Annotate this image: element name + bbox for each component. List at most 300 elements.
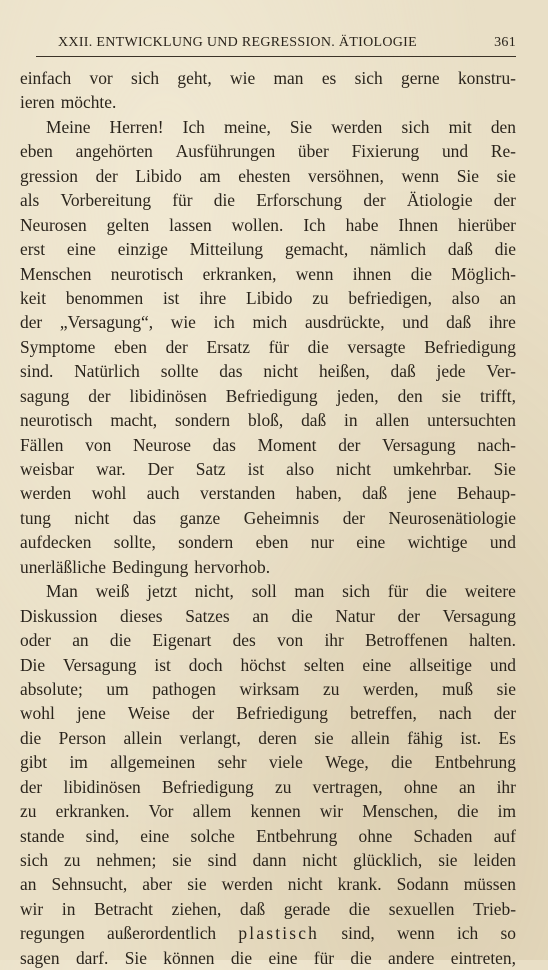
text-line bbox=[20, 848, 516, 872]
word: um bbox=[106, 678, 129, 699]
word: sie bbox=[172, 850, 192, 870]
word: ihr bbox=[496, 776, 516, 797]
word: die bbox=[410, 263, 432, 284]
word: in bbox=[61, 898, 76, 919]
word: die bbox=[391, 752, 413, 773]
word: Befriedigung bbox=[236, 703, 328, 724]
word: Meine bbox=[46, 116, 91, 137]
word: die bbox=[109, 630, 132, 651]
word: der bbox=[191, 703, 215, 724]
word: Neurose bbox=[133, 434, 191, 455]
word: des bbox=[232, 630, 256, 651]
word: im bbox=[497, 801, 516, 822]
word: Versagung bbox=[382, 434, 456, 455]
word: keit bbox=[20, 287, 47, 308]
word: ihre bbox=[199, 287, 227, 308]
word: oder bbox=[20, 630, 51, 651]
word: außerordentlich bbox=[107, 923, 217, 944]
word: Geheimnis bbox=[243, 507, 320, 528]
word: wohl bbox=[20, 703, 55, 724]
word: der bbox=[165, 336, 188, 357]
word: lassen bbox=[169, 214, 212, 235]
word: so bbox=[500, 923, 516, 944]
word: haben, bbox=[295, 483, 342, 504]
word: zu bbox=[323, 678, 340, 699]
word: Diskussion bbox=[20, 605, 98, 626]
text-line bbox=[20, 775, 516, 799]
word: der bbox=[363, 190, 386, 211]
word: trifft, bbox=[480, 385, 516, 406]
word: wir bbox=[20, 898, 44, 919]
word: daß bbox=[240, 898, 266, 919]
word: sollte bbox=[160, 361, 199, 382]
word: ich bbox=[456, 923, 479, 944]
word: allem bbox=[192, 801, 232, 822]
word: die bbox=[291, 605, 313, 626]
word: am bbox=[199, 165, 221, 186]
word: macht, bbox=[110, 410, 158, 431]
word: der bbox=[20, 776, 43, 797]
text-line bbox=[20, 579, 516, 603]
word: der bbox=[397, 605, 420, 626]
word: ihr bbox=[324, 630, 344, 651]
word: Ver- bbox=[486, 361, 516, 382]
word: Ich bbox=[303, 214, 326, 235]
text-line bbox=[20, 897, 516, 921]
word: deren bbox=[258, 727, 297, 748]
word: kennen bbox=[250, 801, 301, 822]
word: sind. bbox=[20, 361, 54, 382]
word: vor bbox=[89, 68, 113, 88]
word: glücklich, bbox=[353, 850, 423, 870]
word: und bbox=[402, 312, 429, 333]
word: Sehnsucht, bbox=[51, 874, 128, 895]
word: ehesten bbox=[238, 165, 291, 186]
word: ist bbox=[154, 654, 171, 675]
word: Menschen, bbox=[362, 801, 439, 822]
word: nicht, bbox=[194, 581, 234, 602]
word: ihnen bbox=[352, 263, 392, 284]
text-line bbox=[20, 335, 516, 359]
word: nicht bbox=[287, 874, 323, 895]
word: Die bbox=[20, 654, 46, 675]
text-line bbox=[20, 750, 516, 774]
word: gemacht, bbox=[284, 239, 349, 260]
text-line bbox=[20, 408, 516, 432]
word: sind, bbox=[85, 825, 120, 846]
text-line bbox=[20, 237, 516, 261]
word: man bbox=[294, 581, 325, 602]
running-head bbox=[20, 34, 516, 56]
word: ganze bbox=[179, 507, 221, 528]
word: gerne bbox=[401, 68, 440, 88]
word: Versagung bbox=[442, 605, 516, 626]
word: Libido bbox=[246, 287, 293, 308]
word: daß bbox=[390, 361, 416, 382]
word: der bbox=[88, 385, 111, 406]
word: werden bbox=[221, 874, 273, 895]
word: Eigenart bbox=[152, 630, 212, 651]
word: plastisch bbox=[238, 923, 320, 944]
word: Herren! bbox=[109, 116, 164, 137]
word: pathogen bbox=[152, 678, 216, 699]
word: von bbox=[85, 434, 112, 455]
body-text bbox=[20, 66, 516, 970]
word: möchte. bbox=[60, 92, 117, 113]
word: die bbox=[494, 239, 516, 260]
word: hierüber bbox=[458, 214, 516, 235]
word: der bbox=[342, 507, 365, 528]
word: müssen bbox=[463, 874, 516, 895]
word: werden bbox=[331, 116, 383, 137]
word: wie bbox=[170, 312, 196, 333]
word: daß bbox=[446, 312, 472, 333]
word: sagen bbox=[20, 947, 60, 968]
word: daß bbox=[301, 410, 327, 431]
word: nicht bbox=[263, 361, 299, 382]
word: Ausführungen bbox=[175, 141, 276, 162]
word: werden, bbox=[363, 678, 419, 699]
word: das bbox=[132, 507, 157, 528]
word: bloß, bbox=[247, 410, 284, 431]
word: wirksam bbox=[239, 678, 300, 699]
text-line bbox=[20, 530, 516, 554]
word: die bbox=[457, 801, 479, 822]
word: und bbox=[489, 654, 516, 675]
word: an bbox=[72, 630, 89, 651]
word: Betracht bbox=[94, 898, 153, 919]
word: sondern bbox=[175, 410, 231, 431]
word: es bbox=[321, 68, 337, 88]
word: Satzes bbox=[185, 605, 230, 626]
word: können bbox=[163, 947, 215, 968]
word: gression bbox=[20, 165, 78, 186]
word: darf. bbox=[75, 947, 109, 968]
word: Es bbox=[498, 727, 516, 748]
word: ihre bbox=[488, 312, 516, 333]
word: Schaden bbox=[413, 825, 473, 846]
word: daß bbox=[362, 483, 388, 504]
text-line bbox=[20, 286, 516, 310]
word: Erforschung bbox=[256, 190, 343, 211]
word: war. bbox=[96, 459, 126, 479]
word: betreffen, bbox=[350, 703, 417, 724]
text-line bbox=[20, 604, 516, 628]
word: Libido bbox=[135, 165, 182, 186]
word: nämlich bbox=[370, 239, 427, 260]
word: nach bbox=[438, 703, 472, 724]
text-line bbox=[20, 555, 516, 579]
word: gerade bbox=[283, 898, 331, 919]
word: nehmen; bbox=[96, 850, 157, 870]
word: die bbox=[307, 336, 329, 357]
word: solche bbox=[190, 825, 235, 846]
word: soll bbox=[251, 581, 277, 602]
word: nicht bbox=[74, 507, 110, 528]
word: für bbox=[387, 581, 409, 602]
word: der bbox=[338, 434, 361, 455]
word: regungen bbox=[20, 923, 85, 944]
word: aber bbox=[142, 874, 173, 895]
word: dieses bbox=[120, 605, 163, 626]
word: allein bbox=[123, 727, 163, 748]
text-line bbox=[20, 701, 516, 725]
word: also bbox=[286, 459, 315, 479]
word: daß bbox=[447, 239, 473, 260]
word: die bbox=[425, 581, 448, 602]
text-line bbox=[20, 213, 516, 237]
word: in bbox=[344, 410, 358, 431]
word: Ersatz bbox=[206, 336, 250, 357]
word: sagung bbox=[20, 385, 70, 406]
word: allein bbox=[351, 727, 390, 748]
text-line bbox=[20, 359, 516, 383]
word: Re- bbox=[490, 141, 516, 162]
text-line bbox=[20, 115, 516, 139]
word: der bbox=[95, 165, 118, 186]
text-line bbox=[20, 384, 516, 408]
word: neurotisch bbox=[110, 263, 184, 284]
word: also bbox=[451, 287, 480, 308]
word: Sie bbox=[124, 947, 147, 968]
word: von bbox=[277, 630, 304, 651]
word: selten bbox=[303, 654, 345, 675]
word: sich bbox=[342, 581, 371, 602]
word: unerläßliche bbox=[20, 556, 106, 577]
word: Sie bbox=[456, 165, 479, 186]
word: benommen bbox=[65, 287, 144, 308]
word: meine, bbox=[223, 116, 271, 137]
word: wenn bbox=[396, 923, 435, 944]
word: Entbehrung bbox=[256, 825, 338, 846]
word: Behaup- bbox=[456, 483, 516, 504]
word: eine bbox=[356, 532, 386, 553]
word: versagte bbox=[347, 336, 406, 357]
word: doch bbox=[188, 654, 223, 675]
word: fähig bbox=[407, 727, 443, 748]
text-line bbox=[20, 310, 516, 334]
word: sind bbox=[207, 850, 237, 870]
word: neurotisch bbox=[20, 410, 93, 431]
word: für bbox=[313, 947, 335, 968]
word: jetzt bbox=[147, 581, 178, 602]
word: konstru- bbox=[457, 68, 516, 88]
word: die bbox=[350, 947, 372, 968]
word: verstanden bbox=[200, 483, 276, 504]
word: für bbox=[268, 336, 289, 357]
word: versöhnen, bbox=[308, 165, 384, 186]
word: eine bbox=[268, 947, 298, 968]
word: einzige bbox=[117, 239, 168, 260]
word: ist bbox=[162, 287, 180, 308]
word: die bbox=[348, 898, 371, 919]
word: Befriedigung bbox=[161, 776, 254, 797]
word: angehörten bbox=[75, 141, 153, 162]
chapter-title: XXII. ENTWICKLUNG UND REGRESSION. ÄTIOLOGIE bbox=[58, 35, 417, 50]
word: verlangt, bbox=[179, 727, 241, 748]
word: Fällen bbox=[20, 434, 64, 455]
word: wenn bbox=[401, 165, 440, 186]
word: allseitige bbox=[409, 654, 472, 675]
word: einfach bbox=[20, 68, 72, 88]
word: sollte, bbox=[113, 532, 156, 553]
word: Natur bbox=[335, 605, 375, 626]
word: Versagung bbox=[63, 654, 137, 675]
word: sich bbox=[354, 68, 383, 88]
word: Entbehrung bbox=[434, 752, 516, 773]
word: tung bbox=[20, 507, 51, 528]
word: Befriedigung bbox=[225, 385, 318, 406]
header-rule bbox=[36, 56, 516, 57]
word: eintreten, bbox=[450, 947, 516, 968]
text-line bbox=[20, 457, 516, 481]
word: die bbox=[20, 727, 42, 748]
word: untersuchten bbox=[427, 410, 516, 431]
word: „Versagung“, bbox=[59, 312, 154, 333]
word: für bbox=[172, 190, 193, 211]
word: Sie bbox=[289, 116, 313, 137]
word: Symptome bbox=[20, 336, 96, 357]
word: der bbox=[493, 703, 516, 724]
word: allen bbox=[375, 410, 410, 431]
word: Satz bbox=[195, 459, 226, 479]
text-line bbox=[20, 872, 516, 896]
word: jene bbox=[76, 703, 106, 724]
word: das bbox=[219, 361, 243, 382]
text-line bbox=[20, 262, 516, 286]
word: weiß bbox=[95, 581, 130, 602]
word: sexuellen bbox=[388, 898, 455, 919]
book-page bbox=[20, 34, 516, 970]
word: den bbox=[490, 116, 516, 137]
text-line bbox=[20, 139, 516, 163]
word: Moment bbox=[257, 434, 317, 455]
word: Betroffenen bbox=[365, 630, 448, 651]
word: an bbox=[252, 605, 269, 626]
word: stande bbox=[20, 825, 65, 846]
word: Ätiologie bbox=[406, 190, 473, 211]
page-number: 361 bbox=[494, 35, 516, 50]
word: muß bbox=[442, 678, 474, 699]
word: viele bbox=[269, 752, 303, 773]
word: wollen. bbox=[231, 214, 284, 235]
text-line bbox=[20, 433, 516, 457]
word: zu bbox=[312, 287, 329, 308]
word: dann bbox=[252, 850, 287, 870]
word: jeden, bbox=[336, 385, 379, 406]
word: an bbox=[499, 287, 516, 308]
word: erst bbox=[20, 239, 46, 260]
word: sehr bbox=[217, 752, 247, 773]
word: zu bbox=[274, 776, 292, 797]
word: ohne bbox=[358, 825, 393, 846]
word: wohl bbox=[91, 483, 127, 504]
word: sich bbox=[131, 68, 160, 88]
word: wir bbox=[319, 801, 344, 822]
word: gelten bbox=[106, 214, 150, 235]
word: ausdrückte, bbox=[304, 312, 385, 333]
word: Sie bbox=[493, 459, 516, 479]
word: Man bbox=[46, 581, 78, 602]
word: Befriedigung bbox=[424, 336, 516, 357]
word: Der bbox=[147, 459, 174, 479]
word: sich bbox=[20, 850, 49, 870]
word: ieren bbox=[20, 92, 55, 113]
word: andere bbox=[388, 947, 435, 968]
word: eben bbox=[20, 141, 53, 162]
word: habe bbox=[345, 214, 379, 235]
text-line bbox=[20, 481, 516, 505]
word: auch bbox=[146, 483, 180, 504]
word: nur bbox=[310, 532, 334, 553]
word: geht, bbox=[177, 68, 212, 88]
word: sondern bbox=[178, 532, 234, 553]
word: Sodann bbox=[396, 874, 449, 895]
word: erkranken, bbox=[202, 263, 277, 284]
text-line bbox=[20, 506, 516, 530]
word: und bbox=[489, 532, 516, 553]
word: Mitteilung bbox=[189, 239, 264, 260]
word: die bbox=[230, 947, 253, 968]
word: ist bbox=[247, 459, 265, 479]
word: aufdecken bbox=[20, 532, 92, 553]
word: auf bbox=[493, 825, 516, 846]
word: werden bbox=[20, 483, 72, 504]
word: ohne bbox=[403, 776, 438, 797]
word: Fixierung bbox=[351, 141, 420, 162]
word: und bbox=[441, 141, 469, 162]
word: allgemeinen bbox=[110, 752, 196, 773]
word: zu bbox=[64, 850, 81, 870]
word: eben bbox=[114, 336, 147, 357]
word: sie bbox=[187, 874, 207, 895]
word: zu bbox=[20, 801, 37, 822]
word: mich bbox=[252, 312, 288, 333]
word: Ihnen bbox=[398, 214, 439, 235]
word: Person bbox=[58, 727, 107, 748]
word: das bbox=[212, 434, 236, 455]
text-line bbox=[20, 799, 516, 823]
word: wie bbox=[230, 68, 256, 88]
word: man bbox=[273, 68, 304, 88]
word: libidinösen bbox=[63, 776, 141, 797]
word: wenn bbox=[295, 263, 334, 284]
word: weitere bbox=[464, 581, 516, 602]
word: Weise bbox=[127, 703, 170, 724]
word: den bbox=[397, 385, 423, 406]
word: Möglich- bbox=[451, 263, 516, 284]
word: hervorhob. bbox=[194, 556, 271, 577]
text-line bbox=[20, 726, 516, 750]
word: über bbox=[297, 141, 329, 162]
word: gibt bbox=[20, 752, 48, 773]
text-line bbox=[20, 628, 516, 652]
text-line bbox=[20, 90, 516, 114]
word: Neurosen bbox=[20, 214, 87, 235]
text-line bbox=[20, 164, 516, 188]
word: eine bbox=[66, 239, 96, 260]
word: umkehrbar. bbox=[392, 459, 472, 479]
word: jede bbox=[436, 361, 466, 382]
word: heißen, bbox=[318, 361, 370, 382]
word: im bbox=[69, 752, 88, 773]
word: eben bbox=[255, 532, 289, 553]
word: eine bbox=[140, 825, 170, 846]
word: absolute; bbox=[20, 678, 83, 699]
word: sind, bbox=[341, 923, 375, 944]
word: der bbox=[493, 190, 516, 211]
word: krank. bbox=[337, 874, 382, 895]
